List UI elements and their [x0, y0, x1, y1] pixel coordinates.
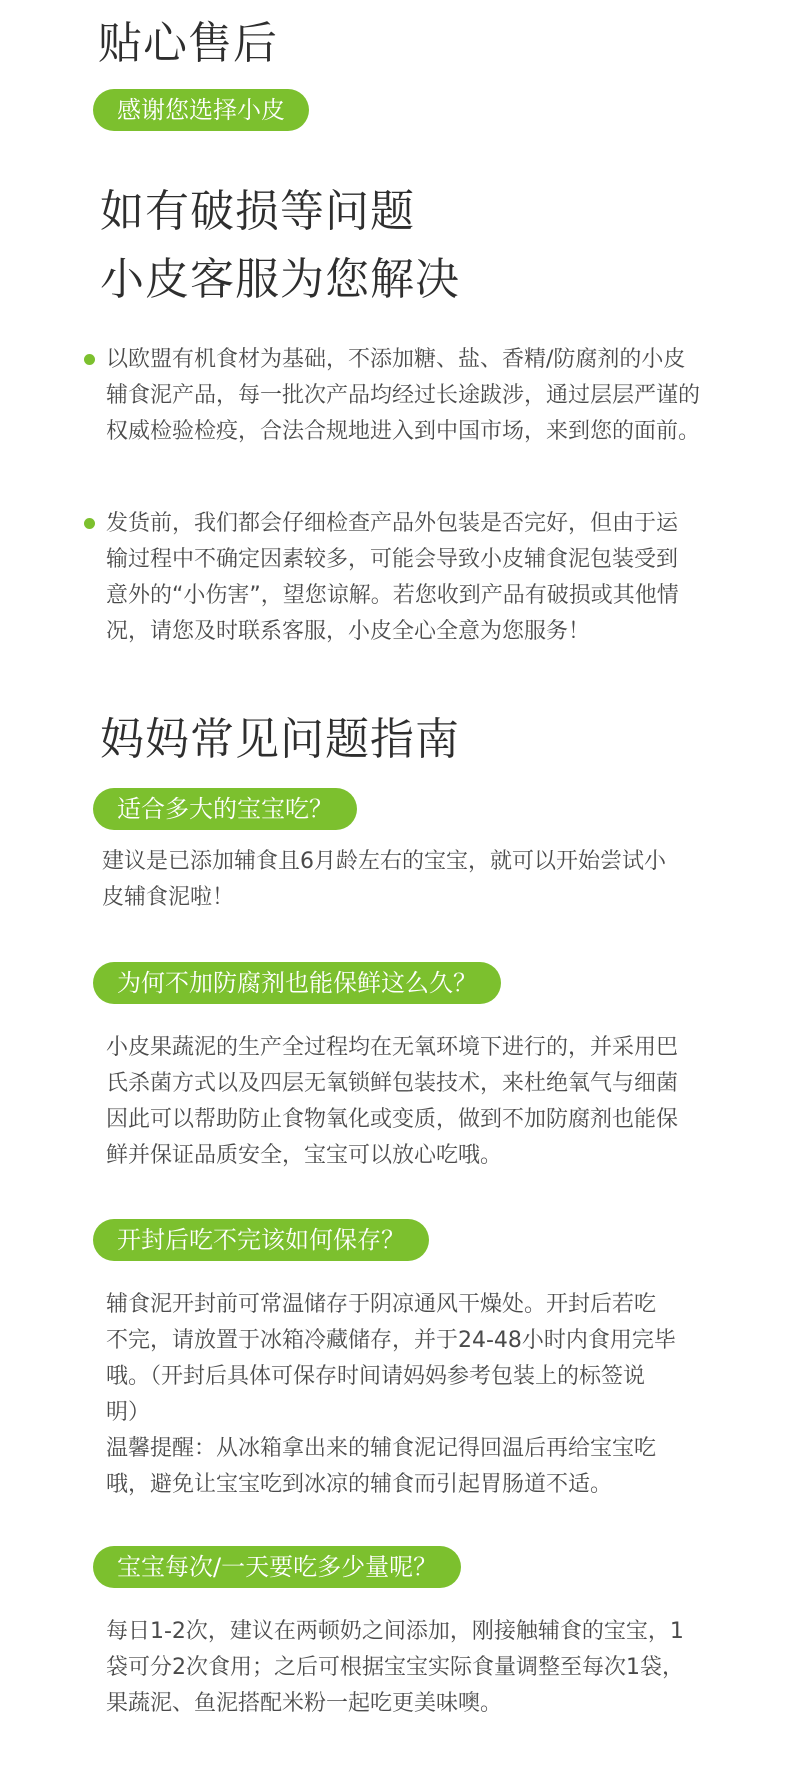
thanks-pill: 感谢您选择小皮 [93, 89, 309, 131]
faq-question-1: 适合多大的宝宝吃？ [93, 788, 357, 830]
text-line: 发货前，我们都会仔细检查产品外包装是否完好，但由于运 [106, 511, 679, 536]
text-line: 辅食泥产品，每一批次产品均经过长途跋涉，通过层层严谨的 [106, 383, 701, 408]
bullet-dot [84, 354, 95, 365]
text-line: 鲜并保证品质安全，宝宝可以放心吃哦。 [106, 1143, 503, 1168]
text-line: 哦。（开封后具体可保存时间请妈妈参考包装上的标签说 [106, 1364, 646, 1389]
text-line: 因此可以帮助防止食物氧化或变质，做到不加防腐剂也能保 [106, 1107, 679, 1132]
text-line: 不完，请放置于冰箱冷藏储存，并于24-48小时内食用完毕 [106, 1328, 676, 1353]
faq-answer-2 [106, 1030, 678, 1174]
text-line: 以欧盟有机食材为基础，不添加糖、盐、香精/防腐剂的小皮 [106, 347, 686, 372]
text-line: 袋可分2次食用；之后可根据宝宝实际食量调整至每次1袋， [106, 1655, 684, 1680]
text-line: 哦，避免让宝宝吃到冰凉的辅食而引起胃肠道不适。 [106, 1472, 613, 1497]
damage-heading-line-1: 如有破损等问题 [100, 186, 415, 237]
faq-answer-4 [106, 1614, 684, 1722]
text-line: 意外的“小伤害”，望您谅解。若您收到产品有破损或其他情 [106, 583, 679, 608]
faq-answer-3 [106, 1287, 676, 1503]
text-line: 明） [106, 1400, 151, 1425]
text-line: 小皮果蔬泥的生产全过程均在无氧环境下进行的，并采用巴 [106, 1035, 679, 1060]
damage-heading [100, 178, 460, 314]
faq-title: 妈妈常见问题指南 [100, 714, 460, 765]
faq-answer-1 [102, 844, 666, 916]
text-line: 权威检验检疫，合法合规地进入到中国市场，来到您的面前。 [106, 419, 701, 444]
text-line: 建议是已添加辅食且6月龄左右的宝宝，就可以开始尝试小 [102, 849, 666, 874]
text-line: 况，请您及时联系客服，小皮全心全意为您服务！ [106, 619, 591, 644]
faq-question-2: 为何不加防腐剂也能保鲜这么久？ [93, 962, 501, 1004]
text-line: 辅食泥开封前可常温储存于阴凉通风干燥处。开封后若吃 [106, 1292, 657, 1317]
bullet-paragraph-2 [106, 506, 679, 650]
damage-heading-line-2: 小皮客服为您解决 [100, 254, 460, 305]
text-line: 温馨提醒：从冰箱拿出来的辅食泥记得回温后再给宝宝吃 [106, 1436, 657, 1461]
text-line: 皮辅食泥啦！ [102, 885, 235, 910]
faq-question-4: 宝宝每次/一天要吃多少量呢？ [93, 1546, 461, 1588]
bullet-dot [84, 518, 95, 529]
faq-question-3: 开封后吃不完该如何保存？ [93, 1219, 429, 1261]
text-line: 果蔬泥、鱼泥搭配米粉一起吃更美味噢。 [106, 1691, 503, 1716]
text-line: 氏杀菌方式以及四层无氧锁鲜包装技术，来杜绝氧气与细菌 [106, 1071, 679, 1096]
text-line: 输过程中不确定因素较多，可能会导致小皮辅食泥包装受到 [106, 547, 679, 572]
bullet-paragraph-1 [106, 342, 700, 450]
text-line: 每日1-2次，建议在两顿奶之间添加，刚接触辅食的宝宝，1 [106, 1619, 684, 1644]
page-title: 贴心售后 [98, 18, 278, 69]
